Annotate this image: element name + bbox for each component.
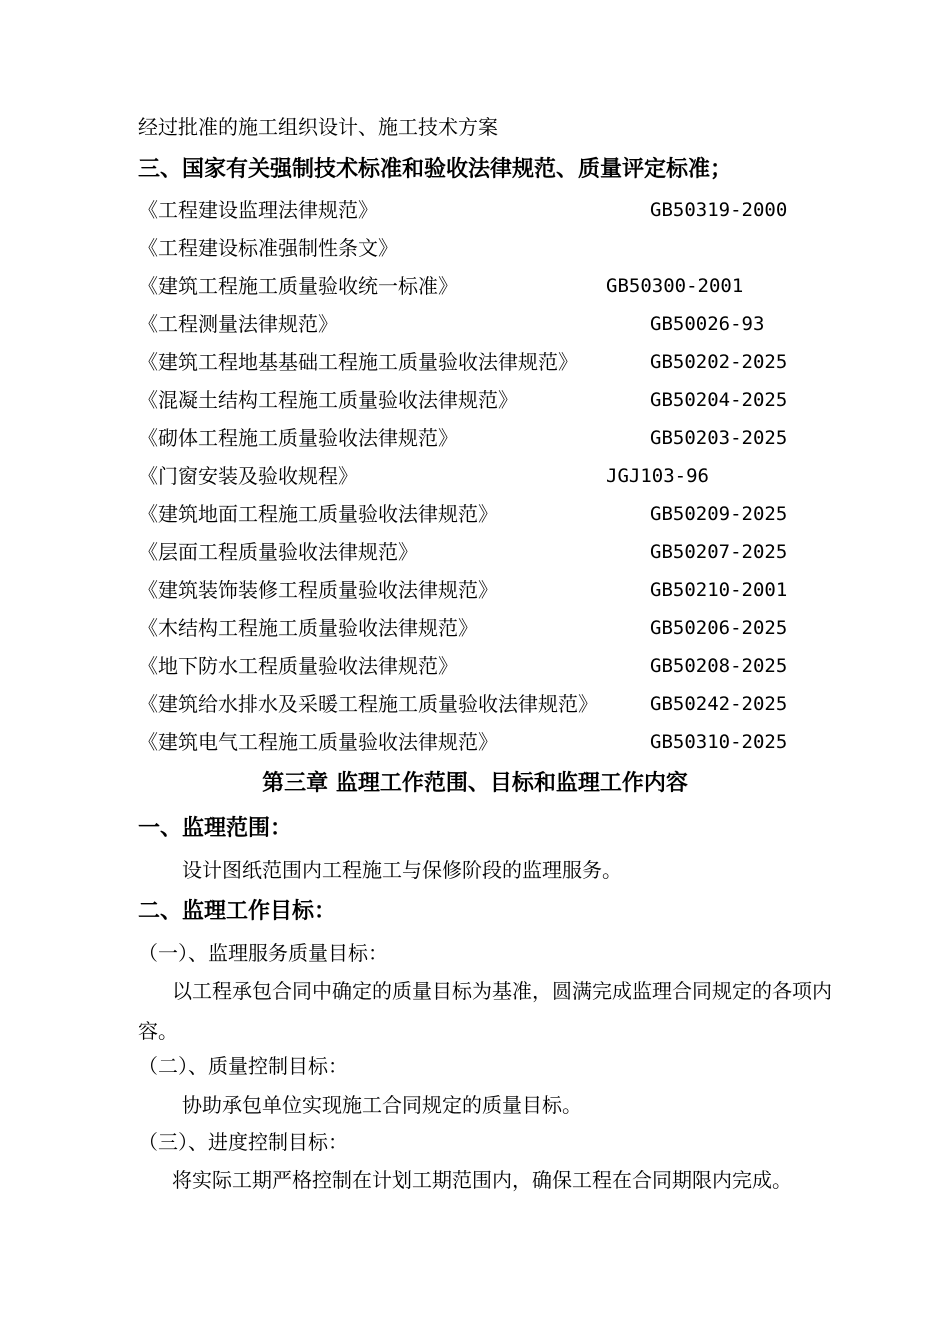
standard-name: 《建筑工程地基基础工程施工质量验收法律规范》 <box>138 350 578 374</box>
standard-name: 《砌体工程施工质量验收法律规范》 <box>138 426 458 450</box>
standard-name: 《工程建设监理法律规范》 <box>138 198 378 222</box>
standard-code: GB50208-2025 <box>650 655 788 677</box>
standard-name: 《门窗安装及验收规程》 <box>138 464 358 488</box>
standard-code: GB50209-2025 <box>650 503 788 525</box>
goals-heading: 二、监理工作目标： <box>138 898 337 924</box>
standard-name: 《工程建设标准强制性条文》 <box>138 236 398 260</box>
standard-name: 《建筑装饰装修工程质量验收法律规范》 <box>138 578 498 602</box>
standard-name: 《木结构工程施工质量验收法律规范》 <box>138 616 478 640</box>
standard-code: JGJ103-96 <box>606 465 709 487</box>
standard-code: GB50210-2001 <box>650 579 788 601</box>
goal3-heading: （三）、进度控制目标： <box>138 1130 348 1154</box>
standard-name: 《地下防水工程质量验收法律规范》 <box>138 654 458 678</box>
standard-name: 《建筑给水排水及采暖工程施工质量验收法律规范》 <box>138 692 598 716</box>
standard-name: 《层面工程质量验收法律规范》 <box>138 540 418 564</box>
intro-line: 经过批准的施工组织设计、施工技术方案 <box>138 115 498 139</box>
scope-heading: 一、监理范围： <box>138 815 293 841</box>
standard-code: GB50207-2025 <box>650 541 788 563</box>
standard-code: GB50206-2025 <box>650 617 788 639</box>
standard-code: GB50203-2025 <box>650 427 788 449</box>
standard-code: GB50310-2025 <box>650 731 788 753</box>
standard-code: GB50319-2000 <box>650 199 788 221</box>
goal2-heading: （二）、质量控制目标： <box>138 1054 348 1078</box>
goal1-text: 以工程承包合同中确定的质量目标为基准，圆满完成监理合同规定的各项内容。 <box>138 979 832 1043</box>
standard-name: 《建筑工程施工质量验收统一标准》 <box>138 274 458 298</box>
standard-name: 《混凝土结构工程施工质量验收法律规范》 <box>138 388 518 412</box>
goal1-heading: （一）、监理服务质量目标： <box>138 941 388 965</box>
chapter-title: 第三章 监理工作范围、目标和监理工作内容 <box>262 770 688 796</box>
standard-code: GB50204-2025 <box>650 389 788 411</box>
section-heading-standards: 三、国家有关强制技术标准和验收法律规范、质量评定标准； <box>138 156 733 182</box>
scope-text: 设计图纸范围内工程施工与保修阶段的监理服务。 <box>182 858 622 882</box>
standard-code: GB50202-2025 <box>650 351 788 373</box>
standard-code: GB50300-2001 <box>606 275 744 297</box>
standard-name: 《建筑地面工程施工质量验收法律规范》 <box>138 502 498 526</box>
goal2-text: 协助承包单位实现施工合同规定的质量目标。 <box>182 1093 582 1117</box>
standard-code: GB50242-2025 <box>650 693 788 715</box>
standard-code: GB50026-93 <box>650 313 765 335</box>
standard-name: 《建筑电气工程施工质量验收法律规范》 <box>138 730 498 754</box>
standard-name: 《工程测量法律规范》 <box>138 312 338 336</box>
goal3-text: 将实际工期严格控制在计划工期范围内，确保工程在合同期限内完成。 <box>172 1168 792 1192</box>
